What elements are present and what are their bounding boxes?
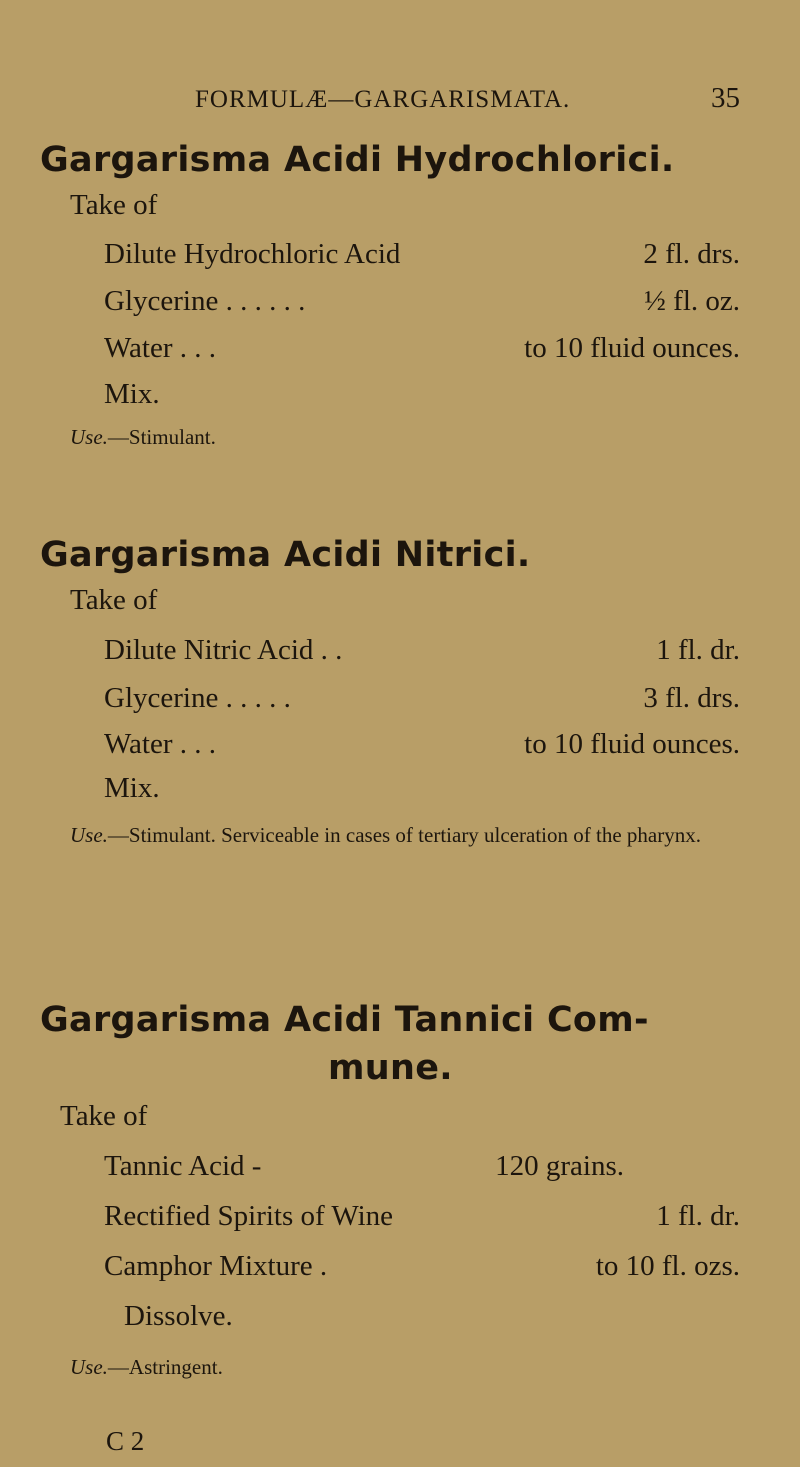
use-note xyxy=(38,820,740,850)
ingredient-line xyxy=(104,332,740,365)
ingredient-line xyxy=(104,238,740,271)
use-text: —Stimulant. Serviceable in cases of tertiary ulceration of the pharynx. xyxy=(107,823,701,847)
take-of-label: Take of xyxy=(60,1100,148,1132)
ingredient-name: Water . . . xyxy=(104,332,217,364)
running-head-title: FORMULÆ—GARGARISMATA. xyxy=(195,86,571,113)
ingredient-quantity: 1 fl. dr. xyxy=(656,634,740,666)
ingredient-name: Glycerine . . . . . xyxy=(104,682,291,714)
recipe-heading: Gargarisma Acidi Nitrici. xyxy=(40,535,531,575)
ingredient-name: Tannic Acid - xyxy=(104,1150,262,1182)
ingredient-line xyxy=(104,285,740,318)
recipe-heading: Gargarisma Acidi Hydrochlorici. xyxy=(40,140,675,180)
ingredient-quantity: 120 grains. xyxy=(495,1150,624,1182)
ingredient-line xyxy=(104,728,740,761)
direction-text: Mix. xyxy=(104,772,160,804)
use-label: Use. xyxy=(70,823,108,847)
take-of-label: Take of xyxy=(70,584,158,616)
ingredient-line xyxy=(104,634,740,667)
use-label: Use. xyxy=(70,425,108,449)
direction-text: Dissolve. xyxy=(124,1300,233,1332)
ingredient-name: Glycerine . . . . . . xyxy=(104,285,306,317)
ingredient-line xyxy=(104,1150,624,1183)
ingredient-line xyxy=(104,1200,740,1233)
ingredient-name: Camphor Mixture . xyxy=(104,1250,328,1282)
running-head xyxy=(195,82,740,120)
ingredient-quantity: 2 fl. drs. xyxy=(643,238,740,270)
recipe-heading: Gargarisma Acidi Tannici Com- xyxy=(40,1000,649,1040)
ingredient-name: Dilute Hydrochloric Acid xyxy=(104,238,401,270)
use-text: —Stimulant. xyxy=(107,425,216,449)
recipe-heading-continuation: mune. xyxy=(328,1048,453,1088)
use-text: —Astringent. xyxy=(107,1355,223,1379)
take-of-label: Take of xyxy=(70,189,158,221)
ingredient-name: Rectified Spirits of Wine xyxy=(104,1200,394,1232)
ingredient-quantity: to 10 fl. ozs. xyxy=(595,1250,740,1282)
ingredient-name: Water . . . xyxy=(104,728,217,760)
signature-mark: C 2 xyxy=(106,1426,145,1456)
ingredient-name: Dilute Nitric Acid . . xyxy=(104,634,343,666)
ingredient-quantity: to 10 fluid ounces. xyxy=(524,332,740,364)
ingredient-quantity: ½ fl. oz. xyxy=(644,285,740,317)
ingredient-quantity: 1 fl. dr. xyxy=(656,1200,740,1232)
use-label: Use. xyxy=(70,1355,108,1379)
use-note xyxy=(70,1355,740,1380)
direction-text: Mix. xyxy=(104,378,160,410)
ingredient-quantity: 3 fl. drs. xyxy=(643,682,740,714)
ingredient-line xyxy=(104,1250,740,1283)
page-number: 35 xyxy=(711,82,740,114)
ingredient-quantity: to 10 fluid ounces. xyxy=(524,728,740,760)
use-note xyxy=(70,425,740,450)
ingredient-line xyxy=(104,682,740,715)
